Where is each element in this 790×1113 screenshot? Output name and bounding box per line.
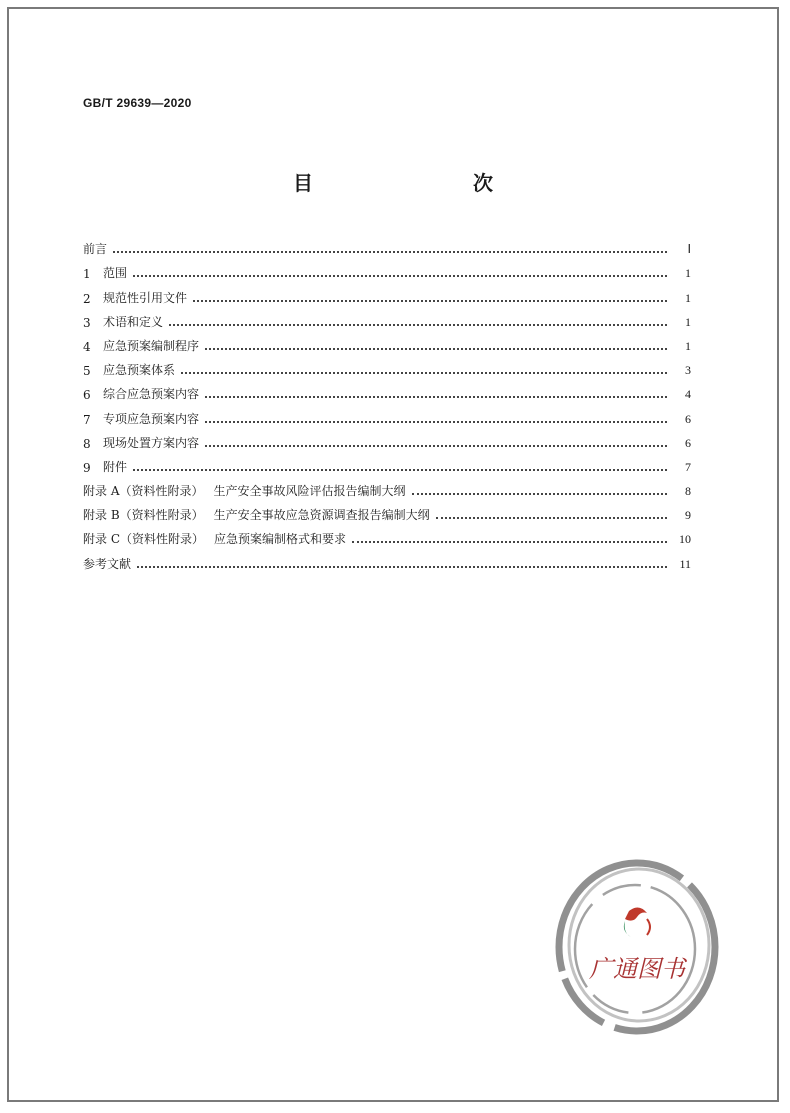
toc-entry-label: 现场处置方案内容 — [103, 435, 200, 450]
toc-entry-label: 附录 B（资料性附录） — [83, 508, 204, 523]
toc-entry-page: 7 — [685, 459, 691, 474]
toc-entry-onsite[interactable] — [83, 427, 691, 451]
dot-leader — [205, 421, 667, 423]
toc-entry-scope[interactable] — [83, 257, 691, 281]
toc-entry-page: 4 — [685, 387, 691, 402]
toc-entry-appendix-a[interactable] — [83, 475, 691, 499]
toc-entry-attachments[interactable] — [83, 451, 691, 475]
dot-leader — [205, 445, 667, 447]
toc-entry-page: 3 — [685, 363, 691, 378]
dot-leader — [113, 251, 667, 253]
dot-leader — [133, 275, 667, 277]
toc-entry-normative-references[interactable] — [83, 281, 691, 305]
toc-entry-number: 6 — [83, 388, 91, 403]
toc-entry-page: 10 — [679, 532, 691, 547]
toc-entry-special[interactable] — [83, 402, 691, 426]
seal-text: 广通图书 — [589, 955, 685, 983]
toc-entry-page: 1 — [685, 314, 691, 329]
dot-leader — [181, 372, 667, 374]
toc-entry-page: 9 — [685, 508, 691, 523]
toc-entry-page: 6 — [685, 411, 691, 426]
toc-entry-number: 4 — [83, 339, 91, 354]
toc-entry-number: 2 — [83, 291, 91, 306]
toc-entry-number: 3 — [83, 315, 91, 330]
page-title: 目 次 — [293, 171, 533, 195]
toc-entry-label: 前言 — [83, 242, 108, 257]
dot-leader — [412, 493, 668, 495]
toc-entry-label: 参考文献 — [83, 556, 132, 571]
toc-entry-appendix-b[interactable] — [83, 499, 691, 523]
toc-entry-comprehensive[interactable] — [83, 378, 691, 402]
toc-entry-label: 范围 — [103, 266, 128, 281]
toc-entry-subtitle: 生产安全事故应急资源调查报告编制大纲 — [213, 508, 430, 523]
dot-leader — [436, 517, 667, 519]
toc-entry-bibliography[interactable] — [83, 547, 691, 571]
toc-entry-procedure[interactable] — [83, 330, 691, 354]
toc-entry-page: 11 — [679, 556, 691, 571]
dot-leader — [205, 348, 667, 350]
toc-entry-appendix-c[interactable] — [83, 523, 691, 547]
toc-entry-label: 附录 A（资料性附录） — [83, 484, 204, 499]
toc-entry-label: 术语和定义 — [103, 314, 164, 329]
dot-leader — [133, 469, 667, 471]
toc-entry-number: 7 — [83, 412, 91, 427]
toc-entry-number: 9 — [83, 460, 91, 475]
table-of-contents — [83, 233, 691, 572]
toc-entry-page: 1 — [685, 338, 691, 353]
toc-entry-page: 1 — [685, 290, 691, 305]
toc-entry-page: 1 — [685, 266, 691, 281]
dot-leader — [193, 300, 667, 302]
document-code: GB/T 29639—2020 — [83, 96, 192, 110]
toc-entry-page: Ⅰ — [687, 242, 691, 257]
toc-entry-system[interactable] — [83, 354, 691, 378]
toc-entry-number: 5 — [83, 364, 91, 379]
toc-entry-label: 专项应急预案内容 — [103, 411, 200, 426]
toc-entry-label: 附件 — [103, 459, 128, 474]
toc-entry-terms[interactable] — [83, 306, 691, 330]
dot-leader — [169, 324, 667, 326]
toc-entry-subtitle: 应急预案编制格式和要求 — [214, 532, 347, 547]
dot-leader — [205, 396, 667, 398]
toc-entry-label: 附录 C（资料性附录） — [83, 532, 204, 547]
toc-entry-label: 综合应急预案内容 — [103, 387, 200, 402]
seal-logo-icon — [624, 907, 650, 938]
dot-leader — [137, 566, 667, 568]
toc-entry-page: 6 — [685, 435, 691, 450]
toc-entry-label: 应急预案体系 — [103, 363, 176, 378]
toc-entry-label: 应急预案编制程序 — [103, 338, 200, 353]
toc-entry-number: 1 — [83, 267, 91, 282]
toc-entry-page: 8 — [685, 484, 691, 499]
publisher-seal — [549, 849, 729, 1039]
dot-leader — [352, 541, 667, 543]
toc-entry-label: 规范性引用文件 — [103, 290, 188, 305]
toc-entry-subtitle: 生产安全事故风险评估报告编制大纲 — [213, 484, 406, 499]
toc-entry-preface[interactable] — [83, 233, 691, 257]
toc-entry-number: 8 — [83, 436, 91, 451]
document-page — [7, 7, 779, 1102]
